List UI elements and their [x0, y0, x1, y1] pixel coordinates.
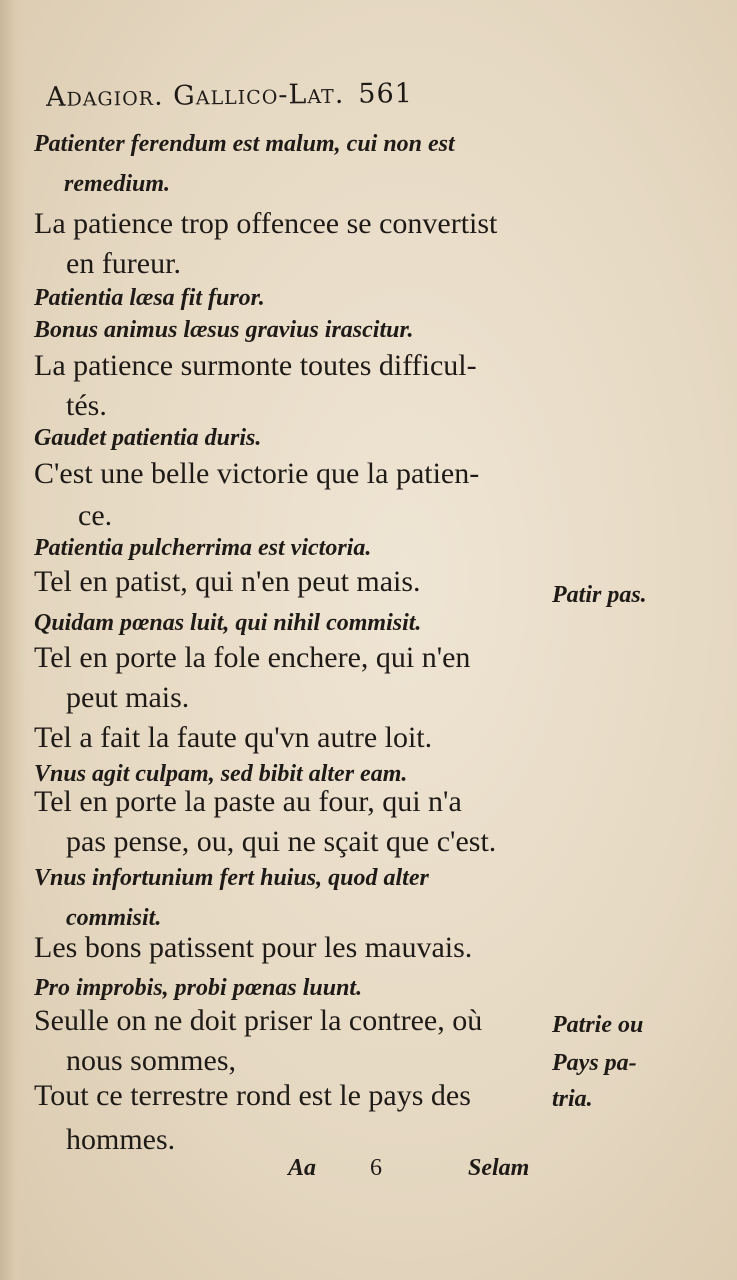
- text-line: Pro improbis, probi pœnas luunt.: [34, 975, 363, 1001]
- text-line: Tel en porte la fole enchere, qui n'en: [34, 641, 471, 674]
- text-line: La patience surmonte toutes difficul-: [34, 349, 477, 382]
- text-line: Les bons patissent pour les mauvais.: [34, 931, 473, 964]
- text-line: La patience trop offencee se convertist: [34, 207, 498, 240]
- text-line: commisit.: [66, 905, 162, 931]
- text-line: Gaudet patientia duris.: [34, 425, 262, 451]
- margin-note: tria.: [552, 1086, 593, 1112]
- text-line: tés.: [66, 389, 107, 422]
- text-line: hommes.: [66, 1123, 176, 1156]
- margin-note: Patir pas.: [552, 582, 647, 608]
- page-number: 561: [358, 78, 414, 110]
- header-title: Adagior. Gallico-Lat.: [45, 78, 345, 113]
- text-line: Seulle on ne doit priser la contree, où: [34, 1004, 483, 1037]
- text-line: Vnus agit culpam, sed bibit alter eam.: [34, 761, 408, 787]
- margin-note: Patrie ou: [552, 1012, 644, 1038]
- text-line: Quidam pœnas luit, qui nihil commisit.: [34, 610, 422, 636]
- text-line: Vnus infortunium fert huius, quod alter: [34, 865, 429, 891]
- text-line: Tel a fait la faute qu'vn autre loit.: [34, 721, 433, 754]
- text-line: Tout ce terrestre rond est le pays des: [34, 1079, 471, 1112]
- text-line: nous sommes,: [66, 1044, 237, 1077]
- text-line: peut mais.: [66, 681, 190, 714]
- margin-note: Pays pa-: [552, 1050, 637, 1076]
- text-line: Bonus animus læsus gravius irascitur.: [34, 317, 414, 343]
- text-line: Patientia pulcherrima est victoria.: [34, 535, 372, 561]
- text-line: Patienter ferendum est malum, cui non est: [34, 131, 455, 157]
- text-line: Tel en patist, qui n'en peut mais.: [34, 565, 421, 598]
- text-line: remedium.: [64, 171, 170, 197]
- text-line: Patientia læsa fit furor.: [34, 285, 265, 311]
- page-gutter: [0, 0, 26, 1280]
- text-line: pas pense, ou, qui ne sçait que c'est.: [66, 825, 497, 858]
- signature-number: 6: [370, 1155, 382, 1181]
- signature-mark: Aa: [288, 1155, 317, 1181]
- text-line: C'est une belle victorie que la patien-: [34, 457, 480, 490]
- catchword: Selam: [468, 1155, 530, 1181]
- text-line: ce.: [78, 499, 113, 532]
- text-line: en fureur.: [66, 247, 181, 280]
- text-line: Tel en porte la paste au four, qui n'a: [34, 785, 462, 818]
- running-header: [46, 78, 413, 113]
